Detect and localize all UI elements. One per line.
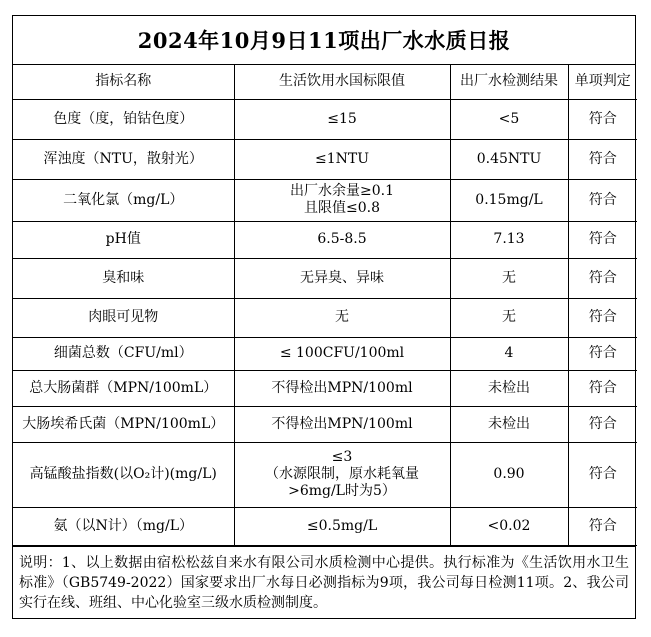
limit-value: ≤1NTU <box>234 139 450 179</box>
limit-value: 不得检出MPN/100ml <box>234 370 450 406</box>
header-national-limit: 生活饮用水国标限值 <box>234 65 450 99</box>
limit-value: ≤3 （水源限制，原水耗氧量 >6mg/L时为5） <box>234 442 450 507</box>
table-row <box>13 99 637 139</box>
header-row <box>13 65 637 99</box>
header-verdict: 单项判定 <box>568 65 637 99</box>
header-test-result: 出厂水检测结果 <box>450 65 568 99</box>
result-value: 未检出 <box>450 406 568 442</box>
limit-value: 无 <box>234 298 450 337</box>
table-row <box>13 179 637 221</box>
result-value: 未检出 <box>450 370 568 406</box>
table-row <box>13 406 637 442</box>
limit-value: ≤15 <box>234 99 450 139</box>
table-row <box>13 139 637 179</box>
result-value: 0.90 <box>450 442 568 507</box>
verdict-value: 符合 <box>568 406 637 442</box>
result-value: 4 <box>450 337 568 370</box>
verdict-value: 符合 <box>568 442 637 507</box>
result-value: 无 <box>450 258 568 298</box>
table-row <box>13 221 637 258</box>
limit-value: 出厂水余量≥0.1 且限值≤0.8 <box>234 179 450 221</box>
limit-value: ≤0.5mg/L <box>234 507 450 545</box>
verdict-value: 符合 <box>568 221 637 258</box>
verdict-value: 符合 <box>568 99 637 139</box>
result-value: <0.02 <box>450 507 568 545</box>
verdict-value: 符合 <box>568 298 637 337</box>
verdict-value: 符合 <box>568 337 637 370</box>
indicator-name: 大肠埃希氏菌（MPN/100mL） <box>13 406 234 442</box>
limit-value: 6.5-8.5 <box>234 221 450 258</box>
result-value: 0.15mg/L <box>450 179 568 221</box>
verdict-value: 符合 <box>568 370 637 406</box>
result-value: 7.13 <box>450 221 568 258</box>
indicator-name: 色度（度，铂钴色度） <box>13 99 234 139</box>
verdict-value: 符合 <box>568 258 637 298</box>
table-row <box>13 442 637 507</box>
table-row <box>13 370 637 406</box>
report-note: 说明：1、以上数据由宿松松兹自来水有限公司水质检测中心提供。执行标准为《生活饮用水卫生标准》（GB5749-2022）国家要求出厂水每日必测指标为9项，我公司每日检测11项。2、我公司实行在线、班组、中心化验室三级水质检测制度。 <box>13 546 635 618</box>
limit-value: 不得检出MPN/100ml <box>234 406 450 442</box>
verdict-value: 符合 <box>568 179 637 221</box>
indicator-name: 氨（以N计）（mg/L） <box>13 507 234 545</box>
indicator-name: 肉眼可见物 <box>13 298 234 337</box>
table-row <box>13 298 637 337</box>
report-title: 2024年10月9日11项出厂水水质日报 <box>13 16 635 65</box>
result-value: 0.45NTU <box>450 139 568 179</box>
header-indicator-name: 指标名称 <box>13 65 234 99</box>
indicator-name: pH值 <box>13 221 234 258</box>
quality-table <box>13 65 637 546</box>
limit-value: 无异臭、异味 <box>234 258 450 298</box>
indicator-name: 臭和味 <box>13 258 234 298</box>
table-row <box>13 258 637 298</box>
limit-value: ≤ 100CFU/100ml <box>234 337 450 370</box>
verdict-value: 符合 <box>568 507 637 545</box>
table-row <box>13 507 637 545</box>
indicator-name: 细菌总数（CFU/ml） <box>13 337 234 370</box>
result-value: <5 <box>450 99 568 139</box>
indicator-name: 浑浊度（NTU，散射光） <box>13 139 234 179</box>
result-value: 无 <box>450 298 568 337</box>
indicator-name: 二氧化氯（mg/L） <box>13 179 234 221</box>
indicator-name: 高锰酸盐指数(以O₂计)(mg/L) <box>13 442 234 507</box>
indicator-name: 总大肠菌群（MPN/100mL） <box>13 370 234 406</box>
table-row <box>13 337 637 370</box>
verdict-value: 符合 <box>568 139 637 179</box>
water-quality-report <box>12 15 636 619</box>
